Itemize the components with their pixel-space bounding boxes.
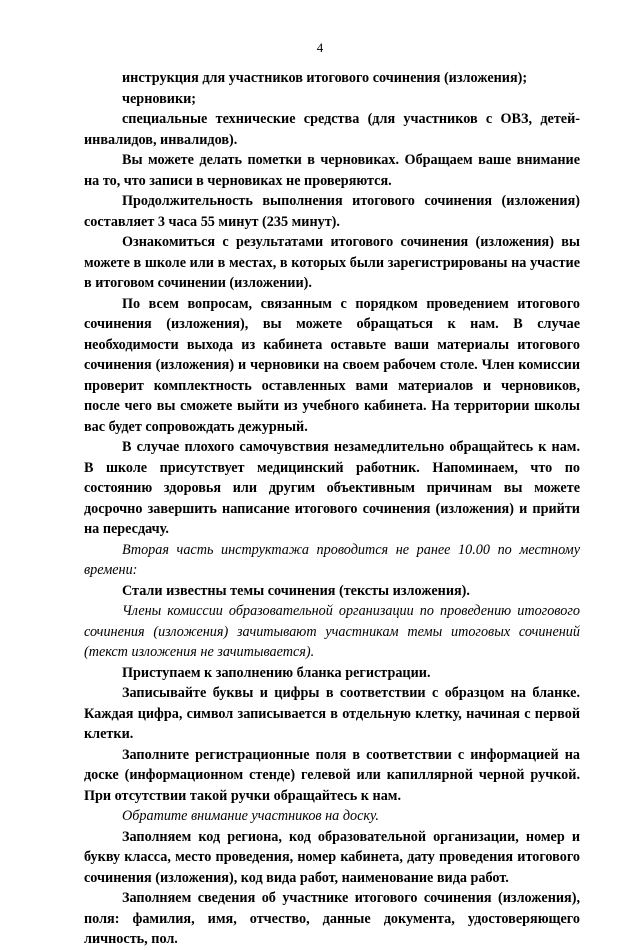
paragraph-health: В случае плохого самочувствия незамедлительно обращайтесь к нам. В школе присутствует медицинский работник. Напоминаем, что по состоянию здоровья или другим объективным причинам вы можете досрочно завершить написание итогового сочинения (изложения) и прийти на пересдачу.	[84, 439, 580, 537]
paragraph-special-means-item: специальные технические средства (для участников с ОВЗ, детей-инвалидов, инвалидов).	[84, 111, 580, 148]
paragraph-commission-note: Члены комиссии образовательной организации по проведению итогового сочинения (изложения) зачитывают участникам темы итоговых сочинений (текст изложения не зачитывается).	[84, 603, 580, 660]
paragraph-draft-notes: Вы можете делать пометки в черновиках. Обращаем ваше внимание на то, что записи в черновиках не проверяются.	[84, 152, 580, 189]
paragraph-participant-info: Заполняем сведения об участнике итогового сочинения (изложения), поля: фамилия, имя, отчество, данные документа, удостоверяющего личность, пол.	[84, 890, 580, 947]
paragraph-questions: По всем вопросам, связанным с порядком проведением итогового сочинения (изложения), вы можете обращаться к нам. В случае необходимости выхода из кабинета оставьте ваши материалы итогового сочинения (изложения) и черновики на своем рабочем столе. Член комиссии проверит комплектность оставленных вами материалов и черновиков, после чего вы сможете выйти из учебного кабинета. На территории школы вас будет сопровождать дежурный.	[84, 295, 580, 435]
paragraph-drafts-item: черновики;	[122, 90, 197, 107]
paragraph-registration-start: Приступаем к заполнению бланка регистрации.	[122, 664, 431, 681]
document-body	[84, 68, 580, 950]
paragraph-write-letters: Записывайте буквы и цифры в соответствии с образцом на бланке. Каждая цифра, символ записывается в отдельную клетку, начиная с первой клетки.	[84, 685, 580, 742]
paragraph-second-part-note: Вторая часть инструктажа проводится не ранее 10.00 по местному времени:	[84, 541, 580, 578]
paragraph-topics-announced: Стали известны темы сочинения (тексты изложения).	[122, 582, 470, 599]
paragraph-instruction-item: инструкция для участников итогового сочинения (изложения);	[122, 70, 528, 86]
page-number: 4	[316, 40, 324, 55]
paragraph-board-note: Обратите внимание участников на доску.	[122, 808, 379, 824]
paragraph-fill-fields: Заполните регистрационные поля в соответствии с информацией на доске (информационном стенде) гелевой или капиллярной черной ручкой. При отсутствии такой ручки обращайтесь к нам.	[84, 746, 580, 804]
paragraph-region-code: Заполняем код региона, код образовательной организации, номер и букву класса, место проведения, номер кабинета, дату проведения итогового сочинения (изложения), код вида работ, наименование вида работ.	[84, 828, 580, 886]
paragraph-results: Ознакомиться с результатами итогового сочинения (изложения) вы можете в школе или в местах, в которых были зарегистрированы на участие в итоговом сочинении (изложении).	[84, 234, 580, 291]
paragraph-duration: Продолжительность выполнения итогового сочинения (изложения) составляет 3 часа 55 минут (235 минут).	[84, 193, 580, 230]
